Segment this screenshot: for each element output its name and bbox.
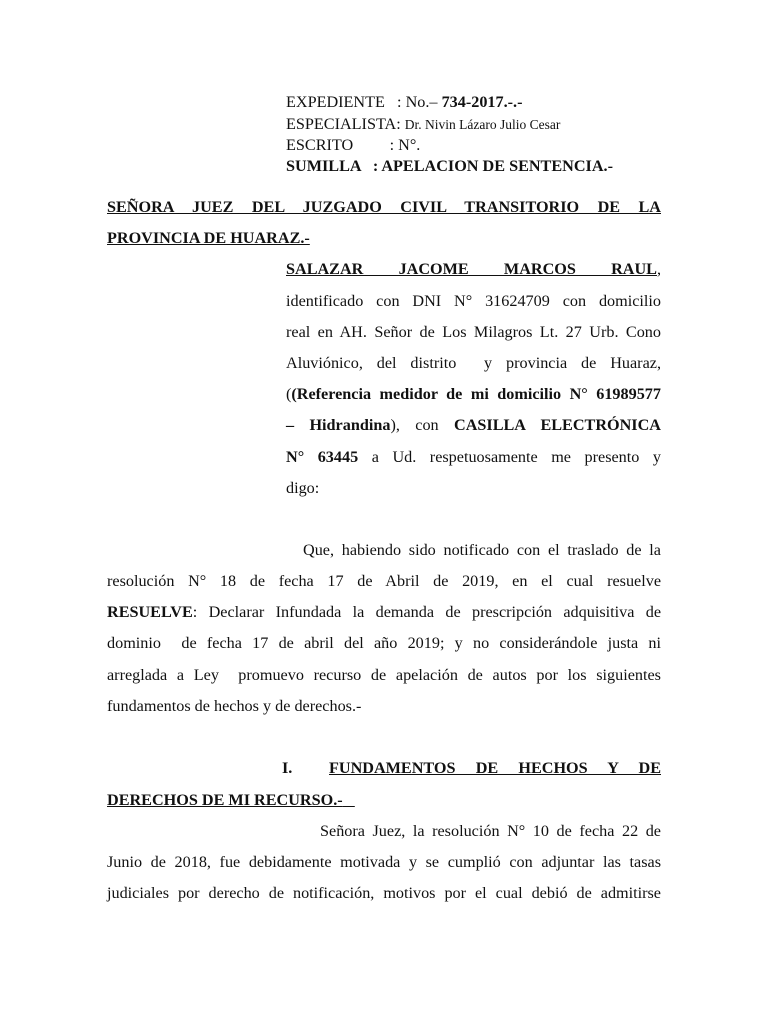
especialista-name: Dr. Nivin Lázaro Julio Cesar xyxy=(404,117,561,132)
intro-line-4: Aluviónico, del distrito y provincia de Huaraz, xyxy=(286,354,661,372)
para1-line-2: resolución N° 18 de fecha 17 de Abril de 2019, en el cual resuelve xyxy=(107,572,661,590)
para1-line-6: fundamentos de hechos y de derechos.- xyxy=(107,697,362,715)
para2-line-3: judiciales por derecho de notificación, motivos por el cual debió de admitirse xyxy=(107,884,661,902)
intro-line-6: – Hidrandina), con CASILLA ELECTRÓNICA xyxy=(286,416,661,434)
especialista-label: ESPECIALISTA: xyxy=(286,115,401,133)
escrito-value: : N°. xyxy=(389,136,421,154)
intro-line-3: real en AH. Señor de Los Milagros Lt. 27 Urb. Cono xyxy=(286,323,661,341)
expediente-number: 734-2017.-.- xyxy=(441,93,523,111)
addressee-line-2: PROVINCIA DE HUARAZ.- xyxy=(107,229,310,247)
sumilla-label: SUMILLA xyxy=(286,157,361,175)
sumilla-value: : APELACION DE SENTENCIA.- xyxy=(372,157,613,175)
para1-line-5: arreglada a Ley promuevo recurso de apelación de autos por los siguientes xyxy=(107,666,661,684)
para1-line-1: Que, habiendo sido notificado con el traslado de la xyxy=(303,541,661,559)
petitioner-name: SALAZAR JACOME MARCOS RAUL xyxy=(286,260,657,278)
section1-title-line-2: DERECHOS DE MI RECURSO.- xyxy=(107,791,343,809)
intro-line-1: SALAZAR JACOME MARCOS RAUL, xyxy=(286,260,661,278)
intro-line-5: ((Referencia medidor de mi domicilio N° 61989577 xyxy=(286,385,661,403)
escrito-label: ESCRITO xyxy=(286,136,354,154)
escrito-line xyxy=(286,135,420,155)
sumilla-line xyxy=(286,156,613,176)
para1-line-4: dominio de fecha 17 de abril del año 2019; y no considerándole justa ni xyxy=(107,634,661,652)
addressee-line-1: SEÑORA JUEZ DEL JUZGADO CIVIL TRANSITORIO DE LA xyxy=(107,198,661,216)
expediente-line xyxy=(286,92,522,112)
para2-line-1: Señora Juez, la resolución N° 10 de fecha 22 de xyxy=(320,822,661,840)
section1-title-line-1: FUNDAMENTOS DE HECHOS Y DE xyxy=(329,759,661,777)
expediente-sep: : No.– xyxy=(397,93,438,111)
expediente-label: EXPEDIENTE xyxy=(286,93,385,111)
para1-line-3: RESUELVE: Declarar Infundada la demanda de prescripción adquisitiva de xyxy=(107,603,661,621)
intro-line-7: N° 63445 a Ud. respetuosamente me presento y xyxy=(286,448,661,466)
para2-line-2: Junio de 2018, fue debidamente motivada y se cumplió con adjuntar las tasas xyxy=(107,853,661,871)
intro-line-2: identificado con DNI N° 31624709 con domicilio xyxy=(286,292,661,310)
intro-line-8: digo: xyxy=(286,479,320,497)
especialista-line xyxy=(286,114,560,135)
section1-numeral: I. xyxy=(282,759,293,777)
